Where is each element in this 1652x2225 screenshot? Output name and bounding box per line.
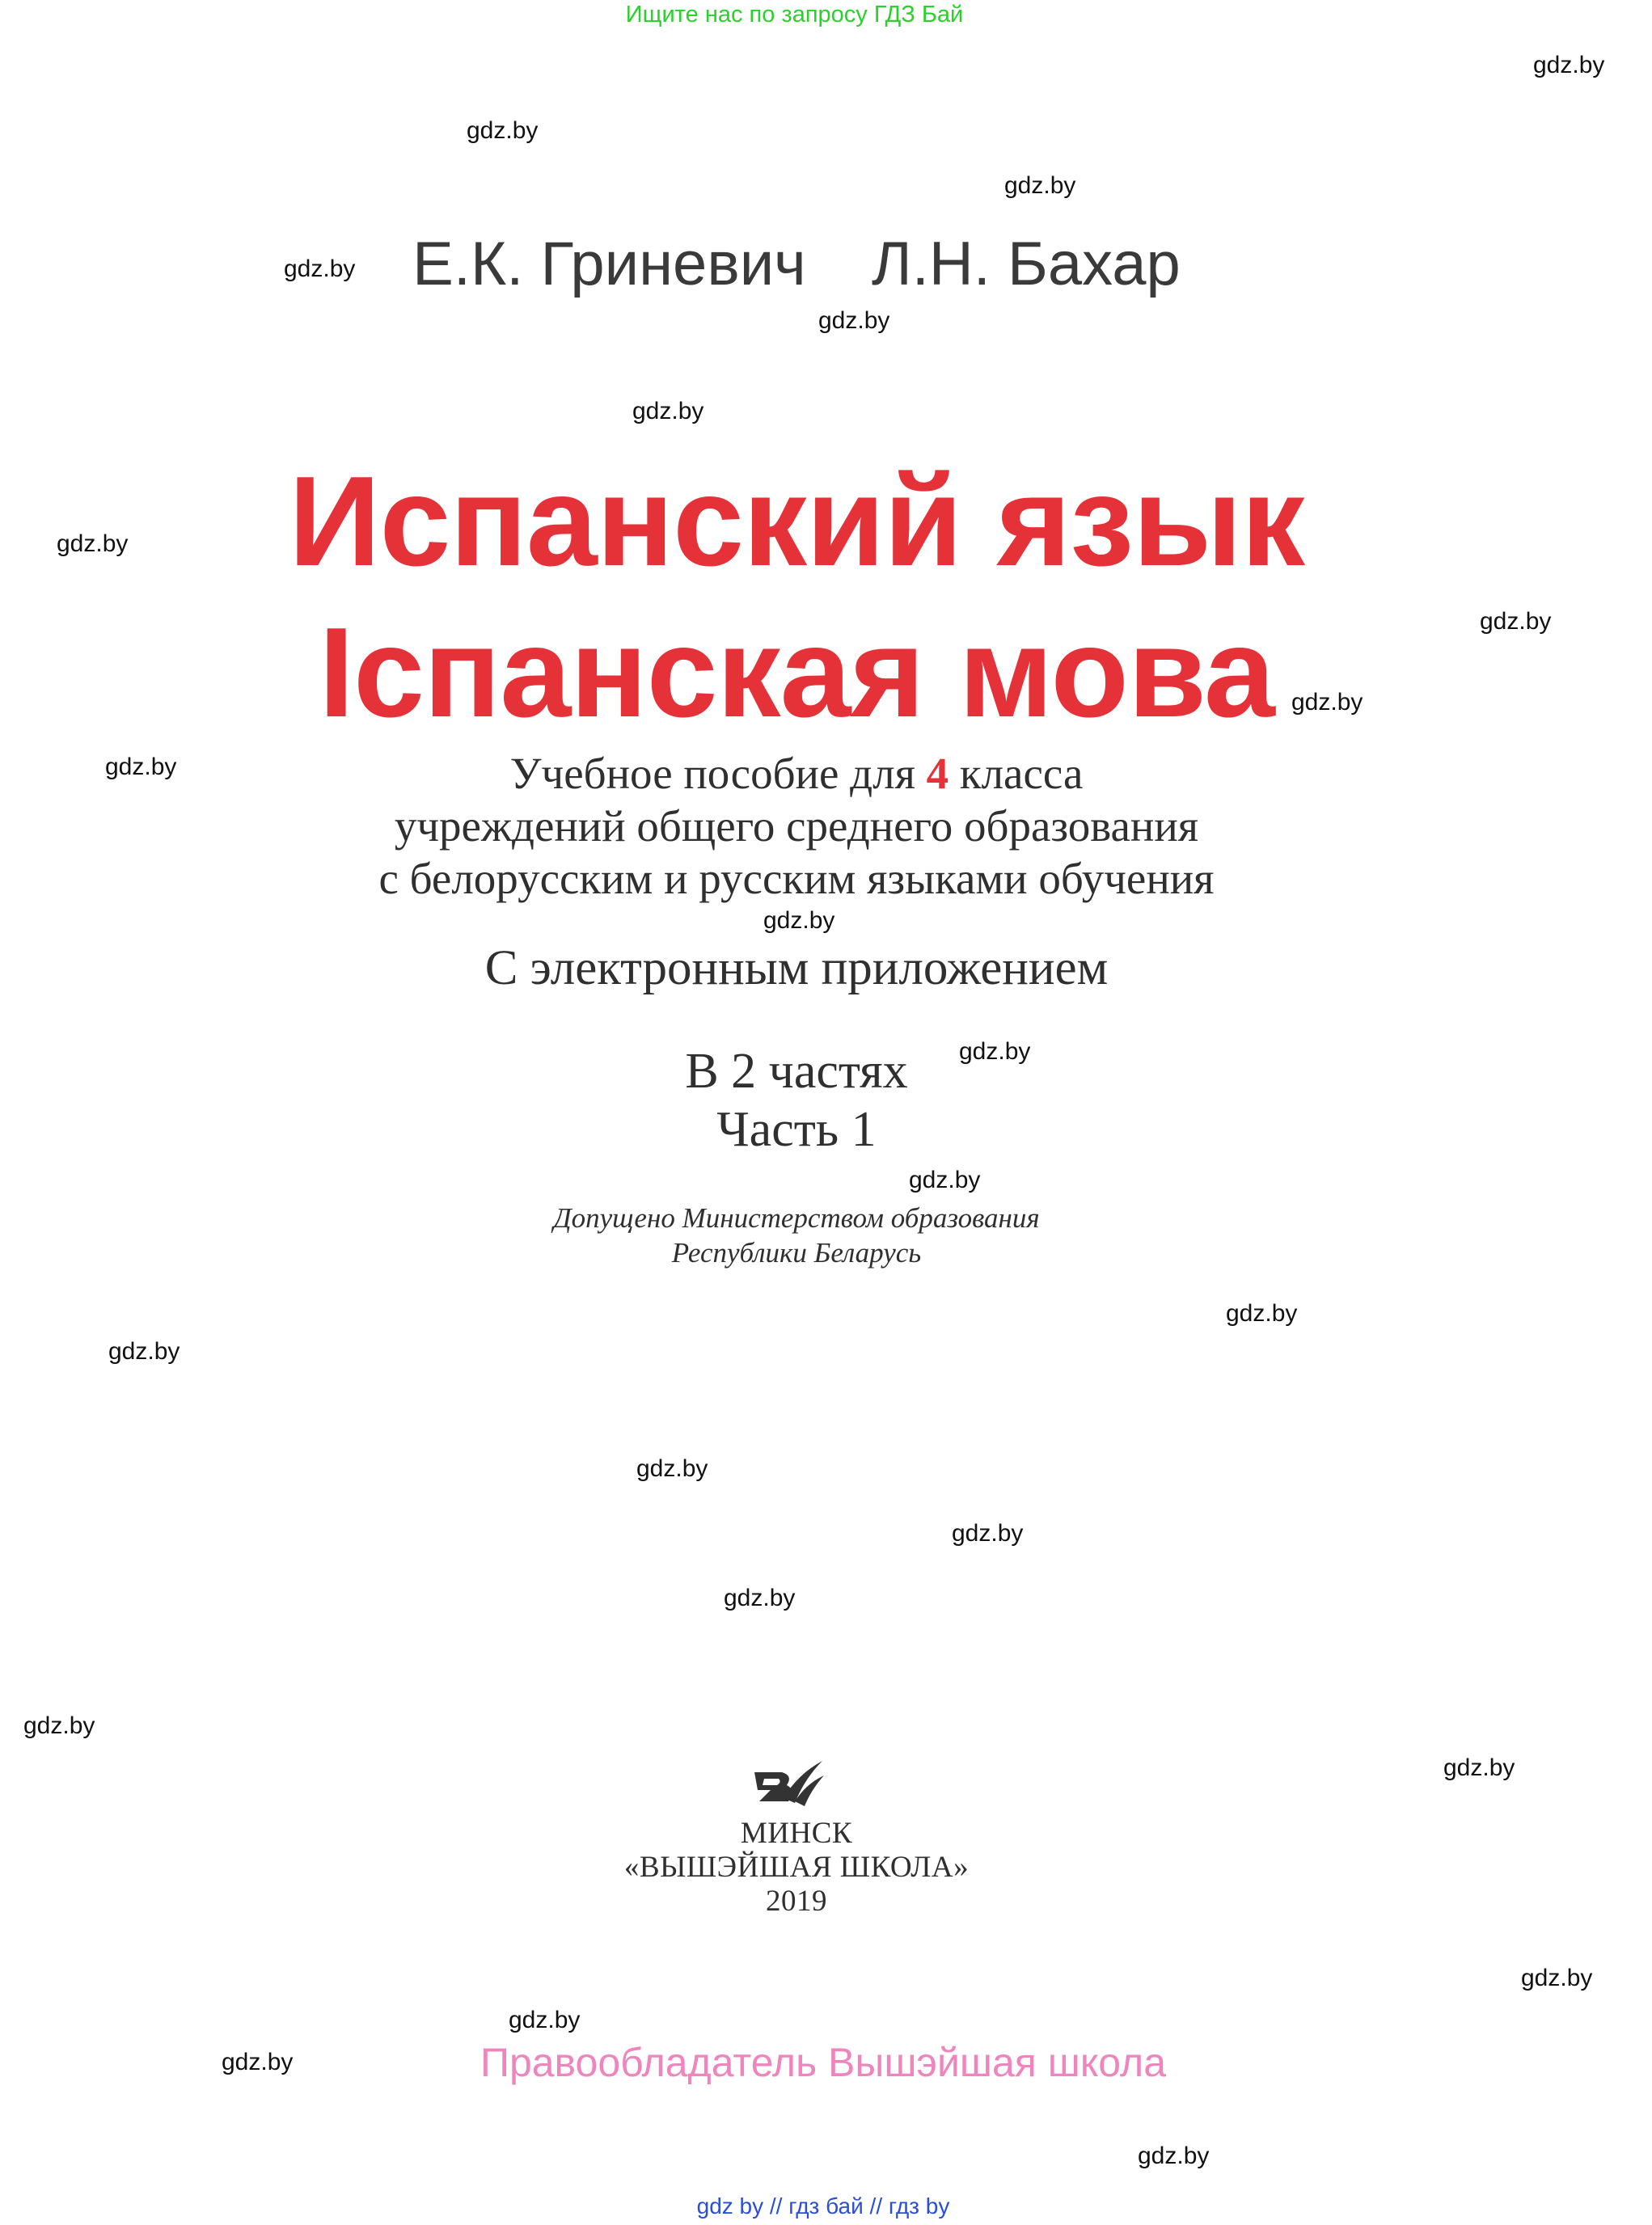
watermark: gdz.by [467, 117, 539, 144]
watermark: gdz.by [1138, 2143, 1210, 2169]
subtitle-line-3: с белорусским и русским языками обучения [378, 854, 1215, 903]
parts-count: В 2 частях [685, 1044, 908, 1099]
book-title-ru: Испанский язык [288, 450, 1305, 593]
publisher-name: «ВЫШЭЙШАЯ ШКОЛА» [623, 1851, 970, 1884]
approval-line-2: Республики Беларусь [671, 1237, 922, 1269]
watermark: gdz.by [1004, 172, 1076, 199]
watermark: gdz.by [108, 1338, 180, 1365]
watermark: gdz.by [909, 1167, 981, 1193]
watermark: gdz.by [1521, 1965, 1593, 1991]
publisher-city: МИНСК [740, 1817, 853, 1850]
watermark: gdz.by [1480, 608, 1552, 635]
grade-number: 4 [926, 749, 949, 798]
book-title-by: Іспанская мова [319, 602, 1274, 744]
top-note: Ищите нас по запросу ГДЗ Бай [625, 2, 964, 27]
watermark: gdz.by [1533, 52, 1605, 78]
author-2: Л.Н. Бахар [871, 230, 1181, 298]
watermark: gdz.by [1226, 1300, 1298, 1327]
approval-line-1: Допущено Министерством образования [553, 1202, 1040, 1234]
watermark: gdz.by [1443, 1754, 1515, 1781]
watermark: gdz.by [952, 1520, 1024, 1547]
subtitle-line-2: учреждений общего среднего образования [394, 801, 1199, 851]
watermark: gdz.by [509, 2007, 581, 2033]
watermark: gdz.by [284, 255, 356, 282]
footer-links[interactable]: gdz by // гдз бай // гдз by [696, 2193, 950, 2219]
watermark: gdz.by [105, 754, 177, 780]
subtitle-line-1 [0, 748, 1593, 800]
watermark: gdz.by [1291, 689, 1363, 716]
part-number: Часть 1 [716, 1102, 877, 1157]
subtitle-text: Учебное пособие для [509, 749, 927, 798]
watermark: gdz.by [818, 307, 890, 334]
watermark: gdz.by [636, 1455, 708, 1482]
watermark: gdz.by [724, 1585, 796, 1611]
copyright-holder: Правообладатель Вышэйшая школа [480, 2040, 1166, 2085]
watermark: gdz.by [632, 398, 704, 424]
publication-year: 2019 [766, 1885, 827, 1918]
publisher-logo-icon [751, 1758, 826, 1809]
author-1: Е.К. Гриневич [412, 230, 806, 298]
watermark: gdz.by [222, 2049, 294, 2075]
watermark: gdz.by [23, 1712, 95, 1739]
watermark: gdz.by [959, 1038, 1031, 1065]
subtitle-text: класса [949, 749, 1084, 798]
electronic-supplement: С электронным приложением [484, 941, 1109, 995]
authors [0, 229, 1593, 299]
watermark: gdz.by [57, 530, 129, 557]
watermark: gdz.by [763, 907, 835, 934]
